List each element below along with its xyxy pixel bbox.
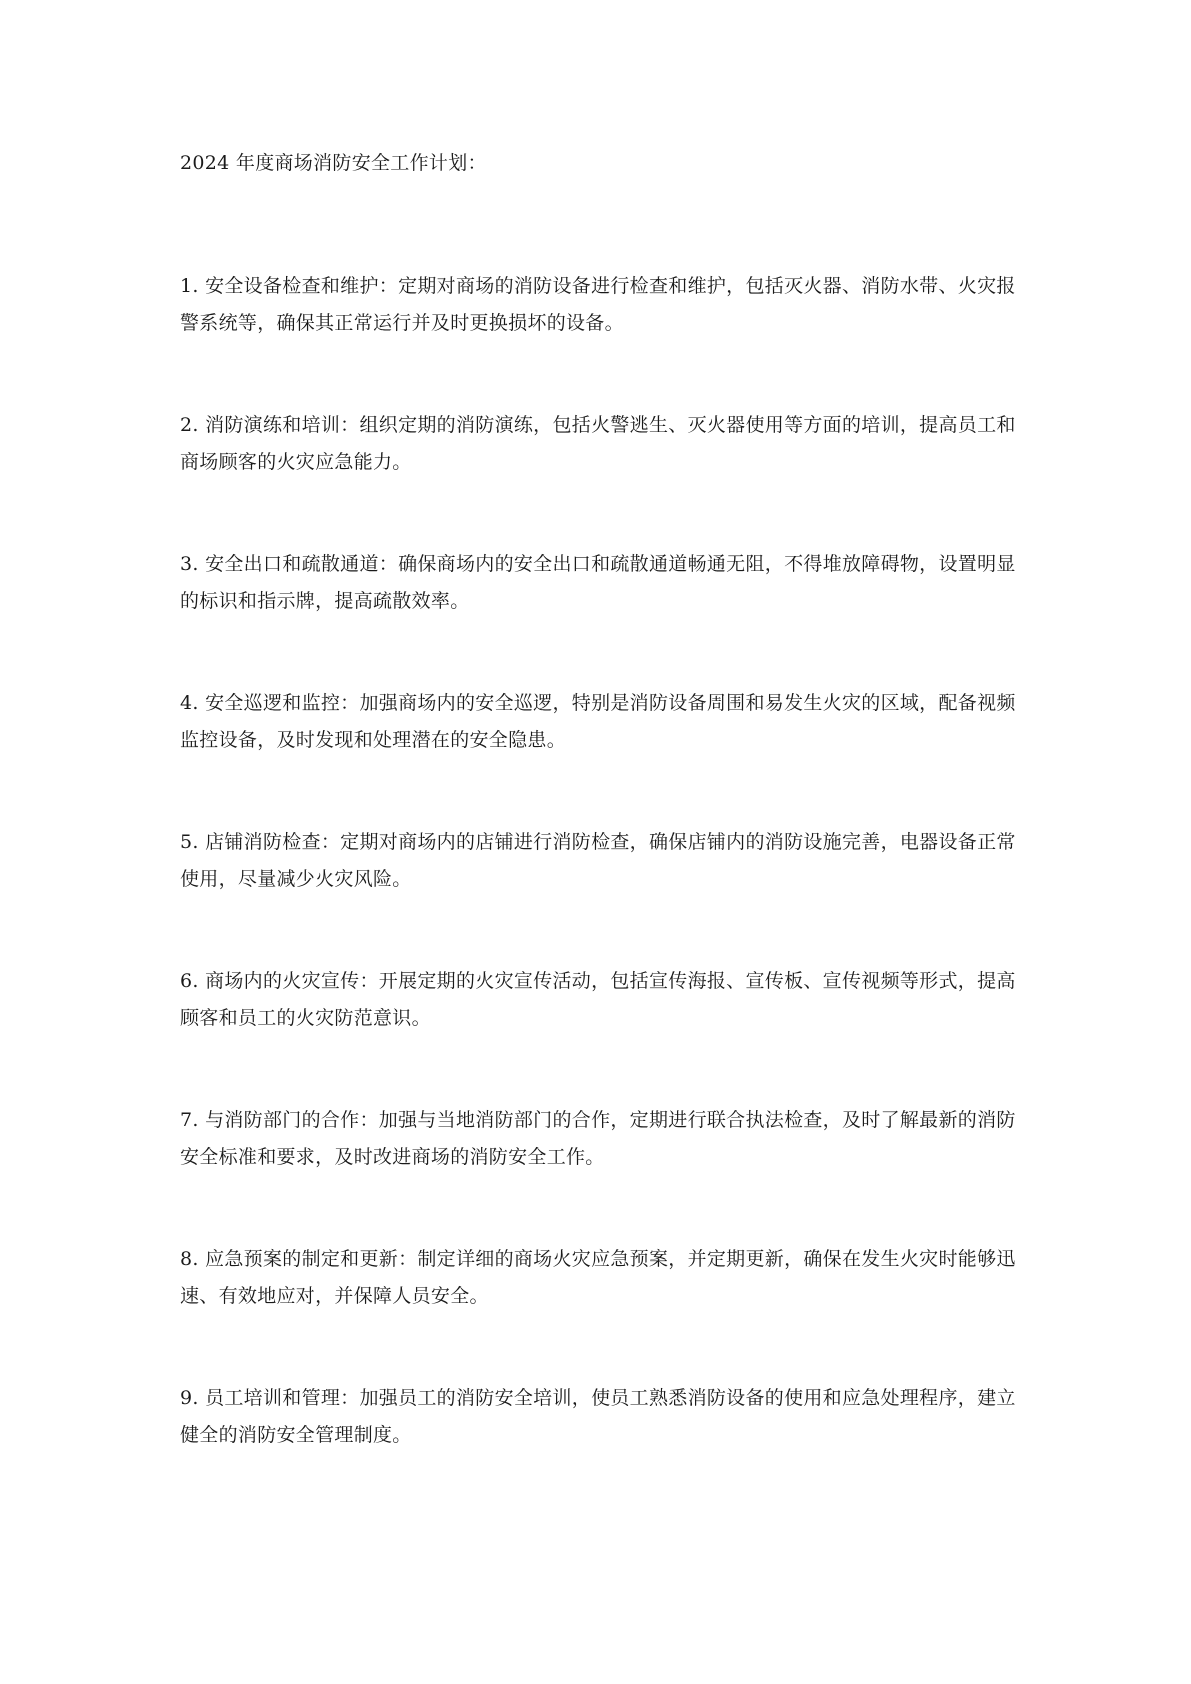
title-spacer: [180, 178, 1030, 268]
plan-item-3: 3. 安全出口和疏散通道：确保商场内的安全出口和疏散通道畅通无阻，不得堆放障碍物，设置明显的标识和指示牌，提高疏散效率。: [180, 553, 1016, 612]
plan-item-6: 6. 商场内的火灾宣传：开展定期的火灾宣传活动，包括宣传海报、宣传板、宣传视频等形式，提高顾客和员工的火灾防范意识。: [180, 970, 1016, 1029]
plan-item-7: 7. 与消防部门的合作：加强与当地消防部门的合作，定期进行联合执法检查，及时了解最新的消防安全标准和要求，及时改进商场的消防安全工作。: [180, 1109, 1016, 1168]
plan-item-1: 1. 安全设备检查和维护：定期对商场的消防设备进行检查和维护，包括灭火器、消防水带、火灾报警系统等，确保其正常运行并及时更换损坏的设备。: [180, 275, 1016, 334]
document-body: [180, 148, 1030, 1454]
plan-item-5: 5. 店铺消防检查：定期对商场内的店铺进行消防检查，确保店铺内的消防设施完善，电器设备正常使用，尽量减少火灾风险。: [180, 831, 1016, 890]
plan-item-2: 2. 消防演练和培训：组织定期的消防演练，包括火警逃生、灭火器使用等方面的培训，提高员工和商场顾客的火灾应急能力。: [180, 414, 1016, 473]
plan-item-4: 4. 安全巡逻和监控：加强商场内的安全巡逻，特别是消防设备周围和易发生火灾的区域，配备视频监控设备，及时发现和处理潜在的安全隐患。: [180, 692, 1016, 751]
plan-item-9: 9. 员工培训和管理：加强员工的消防安全培训，使员工熟悉消防设备的使用和应急处理程序，建立健全的消防安全管理制度。: [180, 1387, 1016, 1446]
plan-item-8: 8. 应急预案的制定和更新：制定详细的商场火灾应急预案，并定期更新，确保在发生火灾时能够迅速、有效地应对，并保障人员安全。: [180, 1248, 1016, 1307]
document-title: 2024 年度商场消防安全工作计划：: [180, 152, 487, 174]
